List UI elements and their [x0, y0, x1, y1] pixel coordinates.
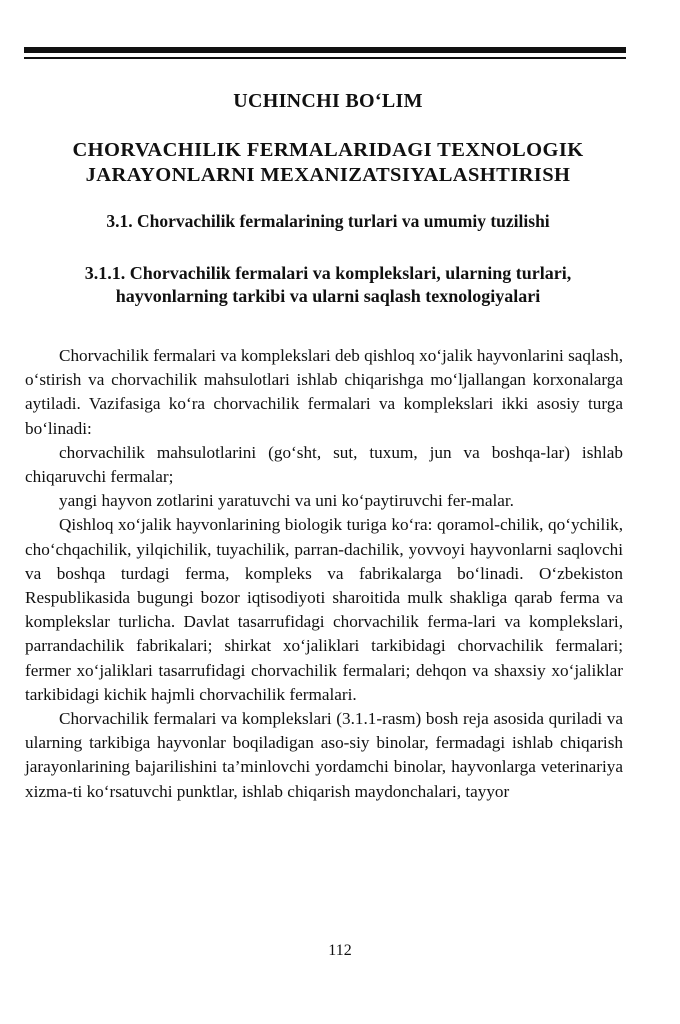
- paragraph: Chorvachilik fermalari va komplekslari (3.1.1-rasm) bosh reja asosida quriladi va ularning tarkibiga hayvonlar boqiladigan aso-siy binolar, fermadagi ishlab chiqarish jarayonlarining bajarilishini ta’minlovchi yordamchi binolar, hayvonlarga veterinariya xizma-ti ko‘rsatuvchi punktlar, ishlab chiqarish maydonchalari, tayyor: [25, 709, 623, 801]
- header-rule-thick: [24, 47, 626, 53]
- body-text: [25, 344, 623, 804]
- paragraph: Qishloq xo‘jalik hayvonlarining biologik turiga ko‘ra: qoramol-chilik, qo‘ychilik, cho‘chqachilik, yilqichilik, tuyachilik, parran-dachilik, yovvoyi hayvonlarni saqlovchi va boshqa turdagi ferma, kompleks va fabrikalarga bo‘linadi. O‘zbekiston Respublikasida bugungi bozor iqtisodiyoti sharoitida mulk shakliga qarab ferma va komplekslar turlicha. Davlat tasarrufidagi chorvachilik ferma-lari va komplekslari, parrandachilik fabrikalari; shirkat xo‘jaliklari tarkibidagi chorvachilik fermalari; fermer xo‘jaliklari tasarrufidagi chorvachilik fermalari; dehqon va shaxsiy xo‘jaliklar tarkibidagi kichik hajmli chorvachilik fermalari.: [25, 515, 623, 704]
- paragraph: chorvachilik mahsulotlarini (go‘sht, sut, tuxum, jun va boshqa-lar) ishlab chiqaruvchi fermalar;: [25, 442, 623, 487]
- header-rule-thin: [24, 57, 626, 59]
- paragraph: Chorvachilik fermalari va komplekslari deb qishloq xo‘jalik hayvonlarini saqlash, o‘stirish va chorvachilik mahsulotlari ishlab chiqarishga mo‘ljallangan korxonalarga aytiladi. Vazifasiga ko‘ra chorvachilik fermalari va komplekslari ikki asosiy turga bo‘linadi:: [25, 346, 623, 438]
- section-title: 3.1. Chorvachilik fermalarining turlari va umumiy tuzilishi: [106, 211, 550, 231]
- subsection-title: 3.1.1. Chorvachilik fermalari va komplekslari, ularning turlari, hayvonlarning tarkibi va ularni saqlash texnologiyalari: [84, 263, 572, 306]
- part-title: UCHINCHI BO‘LIM: [233, 90, 423, 112]
- paragraph: yangi hayvon zotlarini yaratuvchi va uni ko‘paytiruvchi fer-malar.: [59, 491, 514, 511]
- chapter-title: CHORVACHILIK FERMALARIDAGI TEXNOLOGIK JARAYONLARNI MEXANIZATSIYALASHTIRISH: [72, 139, 584, 186]
- page-number: 112: [328, 942, 352, 959]
